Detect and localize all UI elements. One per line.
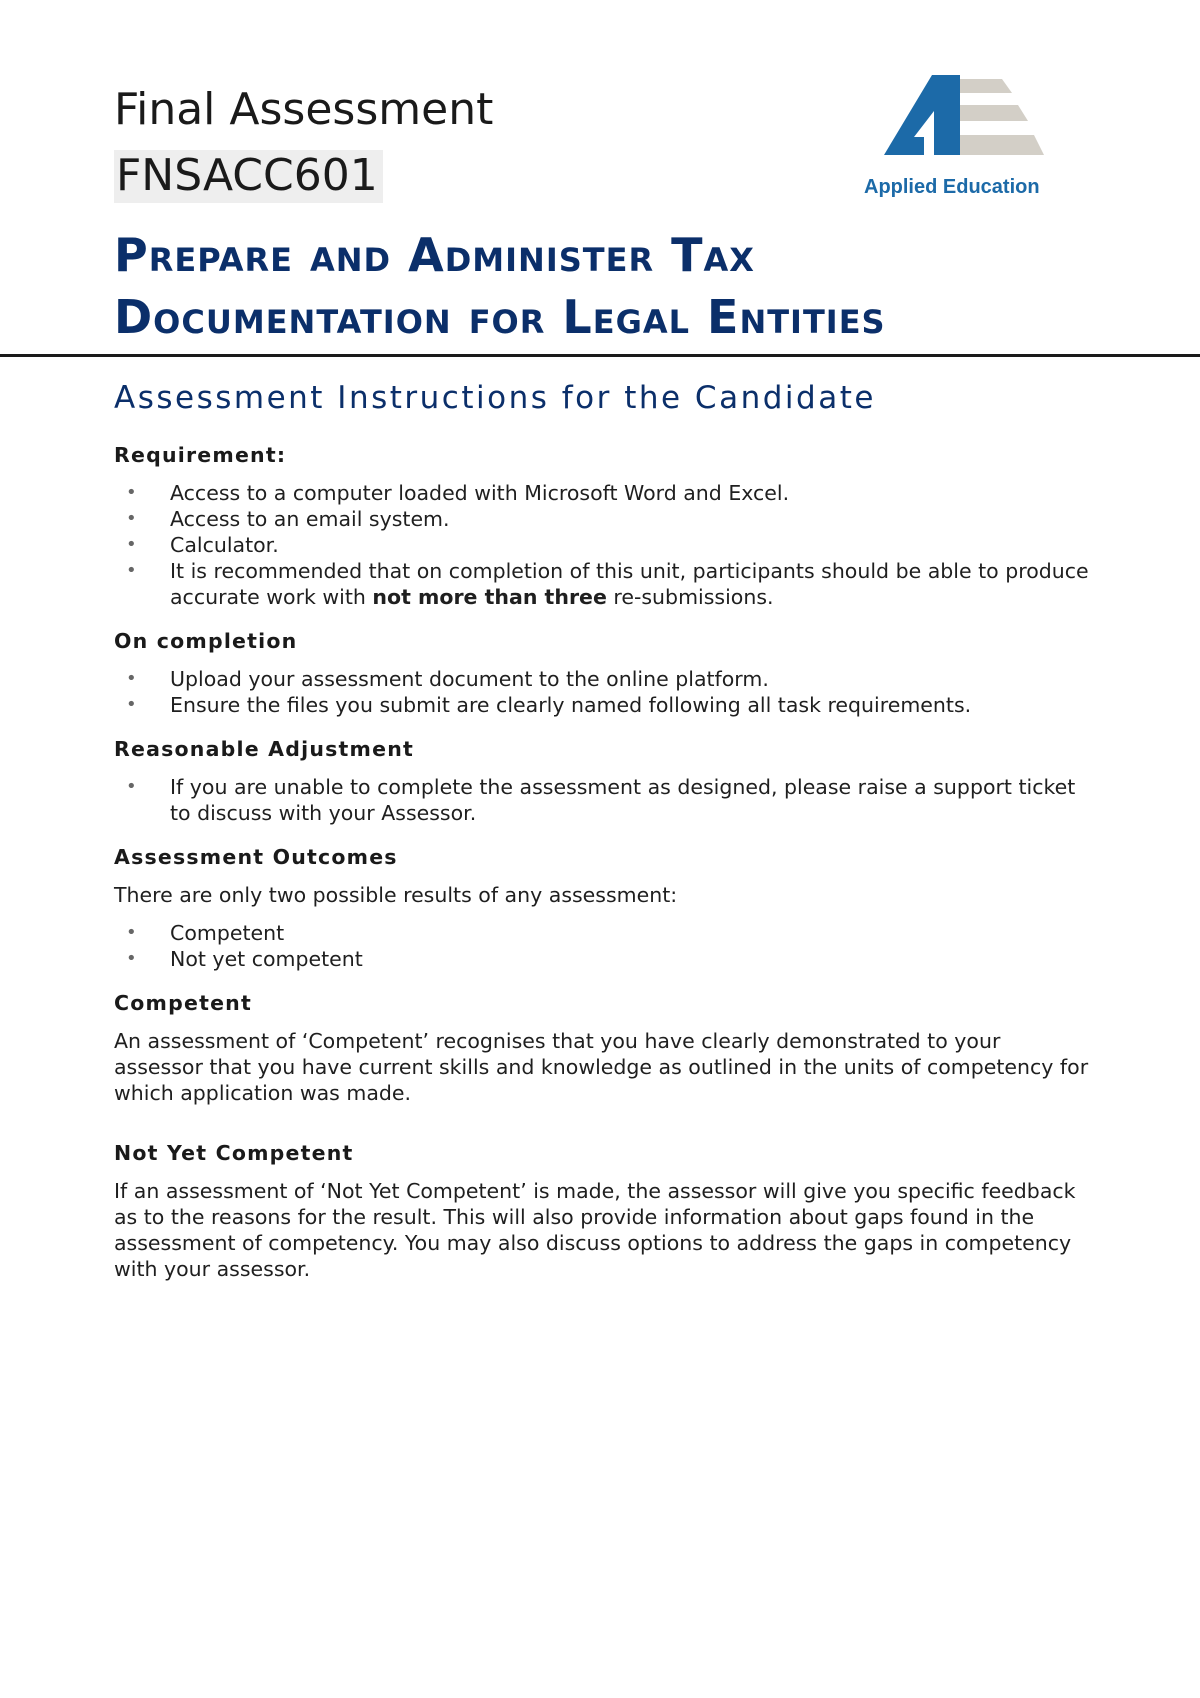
logo-triangle xyxy=(884,75,960,155)
on-completion-list xyxy=(114,666,1094,718)
list-item: • Not yet competent xyxy=(114,946,1094,972)
logo-bar-top xyxy=(960,79,1012,93)
competent-text: An assessment of ‘Competent’ recognises that you have clearly demonstrated to your assessor that you have current skills and knowledge as outlined in the units of competency for which application was made. xyxy=(114,1029,1089,1105)
requirement-heading: Requirement: xyxy=(114,443,287,467)
list-item: • Ensure the files you submit are clearly named following all task requirements. xyxy=(114,692,1094,718)
unit-title-line-2: Documentation for Legal Entities xyxy=(114,290,886,344)
list-item: • Competent xyxy=(114,920,1094,946)
on-completion-heading: On completion xyxy=(114,629,298,653)
section-heading: Assessment Instructions for the Candidate xyxy=(114,380,876,416)
unit-code: FNSACC601 xyxy=(114,150,383,203)
list-item xyxy=(114,558,1094,610)
list-item: • Access to an email system. xyxy=(114,506,1094,532)
assessment-outcomes-intro: There are only two possible results of any assessment: xyxy=(114,883,678,907)
list-item-text: re-submissions. xyxy=(606,585,774,609)
reasonable-adjustment-heading: Reasonable Adjustment xyxy=(114,737,414,761)
instructions-body xyxy=(114,442,1094,1294)
header-divider xyxy=(0,354,1200,357)
spacer xyxy=(114,1118,1094,1140)
logo-bar-mid xyxy=(960,105,1028,121)
list-item-emphasis: not more than three xyxy=(372,585,607,609)
assessment-outcomes-list xyxy=(114,920,1094,972)
not-yet-competent-heading: Not Yet Competent xyxy=(114,1141,354,1165)
list-item: • Access to a computer loaded with Microsoft Word and Excel. xyxy=(114,480,1094,506)
list-item: • Upload your assessment document to the online platform. xyxy=(114,666,1094,692)
list-item-text: It is recommended that on completion of this unit, participants should be able to produce accurate work with xyxy=(170,559,1089,609)
requirement-list xyxy=(114,480,1094,610)
not-yet-competent-text: If an assessment of ‘Not Yet Competent’ is made, the assessor will give you specific feedback as to the reasons for the result. This will also provide information about gaps found in the assessment of competency. You may also discuss options to address the gaps in competency with your assessor. xyxy=(114,1179,1076,1281)
reasonable-adjustment-list xyxy=(114,774,1094,826)
document-title: Final Assessment xyxy=(114,84,494,135)
unit-title-line-1: Prepare and Administer Tax xyxy=(114,228,755,282)
logo-text: Applied Education xyxy=(864,176,1040,198)
logo-bar-bottom xyxy=(960,135,1044,155)
list-item: • If you are unable to complete the assessment as designed, please raise a support ticket to discuss with your Assessor. xyxy=(114,774,1094,826)
competent-heading: Competent xyxy=(114,991,252,1015)
list-item: • Calculator. xyxy=(114,532,1094,558)
unit-title xyxy=(114,224,886,348)
assessment-outcomes-heading: Assessment Outcomes xyxy=(114,845,398,869)
